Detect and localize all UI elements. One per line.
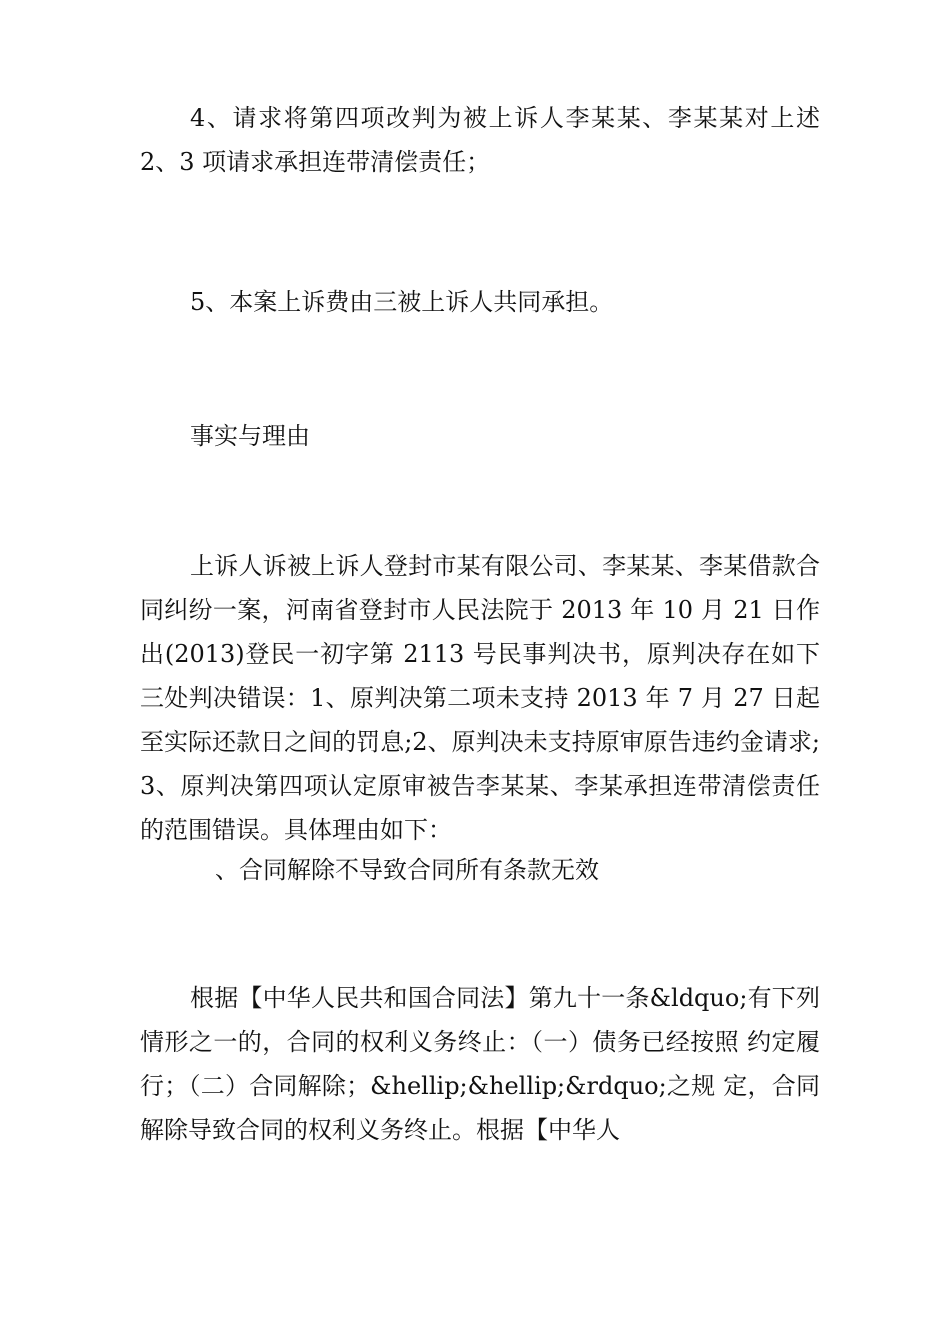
- facts-body-paragraph: 上诉人诉被上诉人登封市某有限公司、李某某、李某借款合同纠纷一案，河南省登封市人民法院于 2013 年 10 月 21 日作出(2013)登民一初字第 2113 号民事判决书，原判决存在如下三处判决错误：1、原判决第二项未支持 2013 年 7 月 27 日起至实际还款日之间的罚息;2、原判决未支持原审原告违约金请求;3、原判决第四项认定原审被告李某某、李某承担连带清偿责任的范围错误。具体理由如下：: [140, 552, 820, 844]
- subheading-contract-termination: 、合同解除不导致合同所有条款无效: [215, 856, 599, 884]
- request-item-5: 5、本案上诉费由三被上诉人共同承担。: [190, 288, 614, 316]
- request-item-4: 4、请求将第四项改判为被上诉人李某某、李某某对上述 2、3 项请求承担连带清偿责任；: [140, 104, 820, 176]
- law-citation-paragraph: 根据【中华人民共和国合同法】第九十一条&ldquo;有下列情形之一的，合同的权利义务终止：（一）债务已经按照 约定履行；（二）合同解除；&hellip;&hellip;&rdquo;之规 定，合同解除导致合同的权利义务终止。根据【中华人: [140, 984, 820, 1144]
- facts-heading: 事实与理由: [190, 422, 310, 450]
